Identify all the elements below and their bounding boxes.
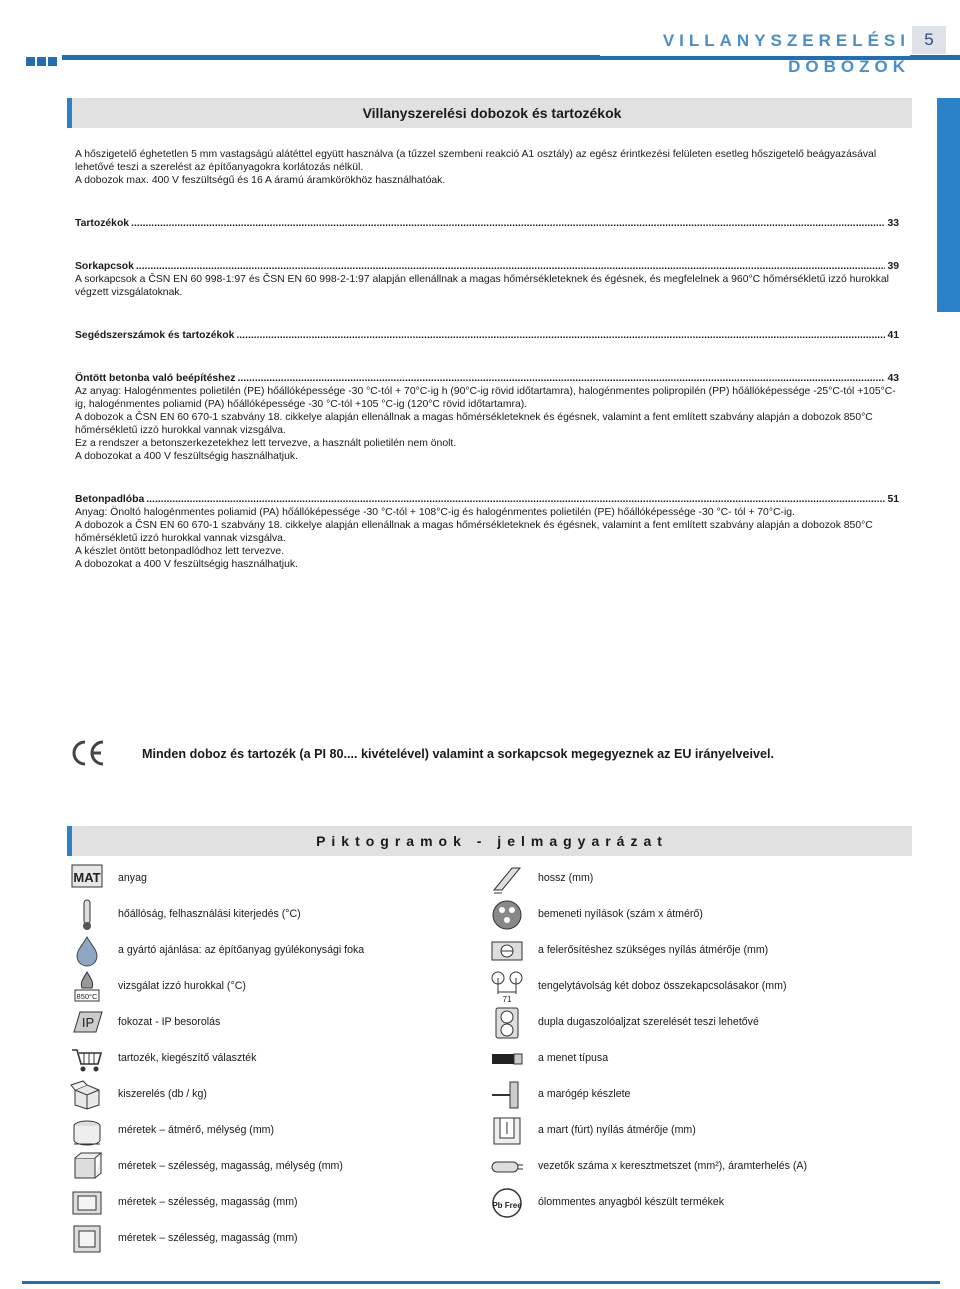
page-number: 5 [912, 26, 946, 54]
footer-rule [22, 1281, 940, 1284]
flame-drop-icon [70, 934, 106, 968]
toc-entry-tartozekok[interactable] [75, 217, 899, 230]
toc-description: A dobozokat a 400 V feszültségig használhatjuk. [75, 559, 298, 570]
axis-distance-icon [490, 970, 526, 1004]
toc-description: A sorkapcsok a ČSN EN 60 998-1:97 és ČSN EN 60 998-2-1:97 alapján ellenállnak a magas hőmérsékleteknek és égésnek, és megfelelnek a 960°C hőmérsékletű izzó hurokkal végzett vizsgálatoknak. [75, 274, 889, 298]
svg-text:IP: IP [81, 1015, 95, 1030]
svg-text:850°C: 850°C [76, 992, 98, 1001]
toc-page: 51 [887, 494, 899, 505]
intro-paragraph-2: A dobozok max. 400 V feszültségű és 16 A áramú áramkörökhöz használhatóak. [75, 175, 446, 186]
toc-page: 43 [887, 373, 899, 384]
toc-label: Segédszerszámok és tartozékok [75, 330, 235, 341]
thermometer-icon [70, 898, 106, 932]
toc-description: A dobozokat a 400 V feszültségig használhatjuk. [75, 451, 298, 462]
legend-item: 850°C vizsgálat izzó hurokkal (°C) [70, 970, 470, 1004]
legend-item: a mart (fúrt) nyílás átmérője (mm) [490, 1114, 890, 1148]
legend-item: vezetők száma x keresztmetszet (mm²), áramterhelés (A) [490, 1150, 890, 1184]
ip-icon [70, 1006, 106, 1040]
mat-icon [70, 862, 106, 896]
legend-item: bemeneti nyílások (szám x átmérő) [490, 898, 890, 932]
legend-item: 71 tengelytávolság két doboz összekapcsolásakor (mm) [490, 970, 890, 1004]
box-icon [70, 1078, 106, 1112]
milling-set-icon [490, 1078, 526, 1112]
chapter-title: VILLANYSZERELÉSI DOBOZOK [600, 28, 910, 56]
legend-item: IP fokozat - IP besorolás [70, 1006, 470, 1040]
toc-entry-betonpadlo[interactable] [75, 493, 899, 506]
pictogram-legend-bar [67, 826, 912, 856]
cart-icon [70, 1042, 106, 1076]
toc-page: 41 [887, 330, 899, 341]
toc-description: A dobozok a ČSN EN 60 670-1 szabvány 18. cikkelye alapján ellenállnak a magas hőmérsékleteknek és égésnek, valamint a fent említett szabvány alapján a dobozok 850°C hőmérsékletű izzó hurokkal vannak vizsgálva. [75, 412, 873, 436]
drill-hole-icon [490, 1114, 526, 1148]
svg-text:Pb Free: Pb Free [492, 1201, 522, 1210]
legend-item: méretek – szélesség, magasság (mm) [70, 1186, 470, 1220]
toc-entry-segedszerszamok[interactable] [75, 329, 899, 342]
legend-item: hőállóság, felhasználási kiterjedés (°C) [70, 898, 470, 932]
toc-description: Anyag: Önoltó halogénmentes poliamid (PA) hőállóképessége -30 °C-tól + 108°C-ig és halogénmentes polietilén (PE) hőállóképessége -30 °C- tól + 70°C-ig. [75, 507, 795, 518]
ce-mark-icon [70, 737, 106, 769]
svg-text:71: 71 [502, 995, 512, 1004]
main-content [75, 148, 899, 571]
rectangle-icon [70, 1186, 106, 1220]
legend-item: a felerősítéshez szükséges nyílás átmérője (mm) [490, 934, 890, 968]
round-box-icon [70, 1114, 106, 1148]
toc-label: Sorkapcsok [75, 261, 134, 272]
toc-page: 33 [887, 218, 899, 229]
toc-entry-sorkapcsok[interactable] [75, 260, 899, 273]
chapter-tab [937, 98, 960, 312]
double-socket-icon [490, 1006, 526, 1040]
legend-item: dupla dugaszolóaljzat szerelését teszi lehetővé [490, 1006, 890, 1040]
glow-wire-icon [70, 970, 106, 1004]
pb-free-icon [490, 1186, 526, 1220]
ce-note-text: Minden doboz és tartozék (a PI 80.... kivételével) valamint a sorkapcsok megegyeznek az EU irányelveivel. [142, 747, 775, 761]
square-frame-icon [70, 1222, 106, 1256]
legend-item: méretek – átmérő, mélység (mm) [70, 1114, 470, 1148]
page-header [0, 0, 960, 76]
legend-item: hossz (mm) [490, 862, 890, 896]
legend-item: Pb Free ólommentes anyagból készült termékek [490, 1186, 890, 1220]
pictogram-legend-title: Piktogramok - jelmagyarázat [316, 833, 668, 849]
section-title-bar [67, 98, 912, 128]
cable-icon [490, 1150, 526, 1184]
legend-item: MAT anyag [70, 862, 470, 896]
thread-icon [490, 1042, 526, 1076]
legend-item: méretek – szélesség, magasság, mélység (mm) [70, 1150, 470, 1184]
legend-item: a menet típusa [490, 1042, 890, 1076]
intro-paragraph-1: A hőszigetelő éghetetlen 5 mm vastagságú alátéttel együtt használva (a tűzzel szembeni reakció A1 osztály) az egész érintkezési felületen esetleg hőszigetelő beágyazásával lehetővé teszi a szerelést az építőanyagokra korlátozás nélkül. [75, 149, 877, 173]
toc-description: Ez a rendszer a betonszerkezetekhez lett tervezve, a használt polietilén nem önolt. [75, 438, 457, 449]
square-box-3d-icon [70, 1150, 106, 1184]
toc-label: Tartozékok [75, 218, 130, 229]
toc-description: A dobozok a ČSN EN 60 670-1 szabvány 18. cikkelye alapján ellenállnak a magas hőmérsékleteknek és égésnek, valamint a fent említett szabvány alapján a dobozok 850°C hőmérsékletű izzó hurokkal vannak vizsgálva. [75, 520, 873, 544]
legend-item: a marógép készlete [490, 1078, 890, 1112]
legend-item: méretek – szélesség, magasság (mm) [70, 1222, 470, 1256]
toc-label: Betonpadlóba [75, 494, 145, 505]
legend-item: a gyártó ajánlása: az építőanyag gyúlékonysági foka [70, 934, 470, 968]
toc-page: 39 [887, 261, 899, 272]
toc-description: A készlet öntött betonpadlódhoz lett tervezve. [75, 546, 285, 557]
ce-compliance-note [70, 737, 900, 773]
header-squares [26, 53, 59, 71]
entry-holes-icon [490, 898, 526, 932]
section-title: Villanyszerelési dobozok és tartozékok [362, 105, 622, 121]
svg-text:MAT: MAT [73, 870, 101, 885]
hole-diameter-icon [490, 934, 526, 968]
toc-label: Öntött betonba való beépítéshez [75, 373, 236, 384]
legend-item: kiszerelés (db / kg) [70, 1078, 470, 1112]
length-icon [490, 862, 526, 896]
toc-description: Az anyag: Halogénmentes polietilén (PE) hőállóképessége -30 °C-tól + 70°C-ig h (90°C-ig rövid időtartamra), halogénmentes polipropilén (PP) hőállóképessége -25°C-tól +105°C-ig, halogénmentes poliamid (PA) hőállóképessége -30 °C-tól +105 °C-ig (120°C rövid időtartamra). [75, 386, 896, 410]
legend-item: tartozék, kiegészítő választék [70, 1042, 470, 1076]
toc-entry-ontott-beton[interactable] [75, 372, 899, 385]
